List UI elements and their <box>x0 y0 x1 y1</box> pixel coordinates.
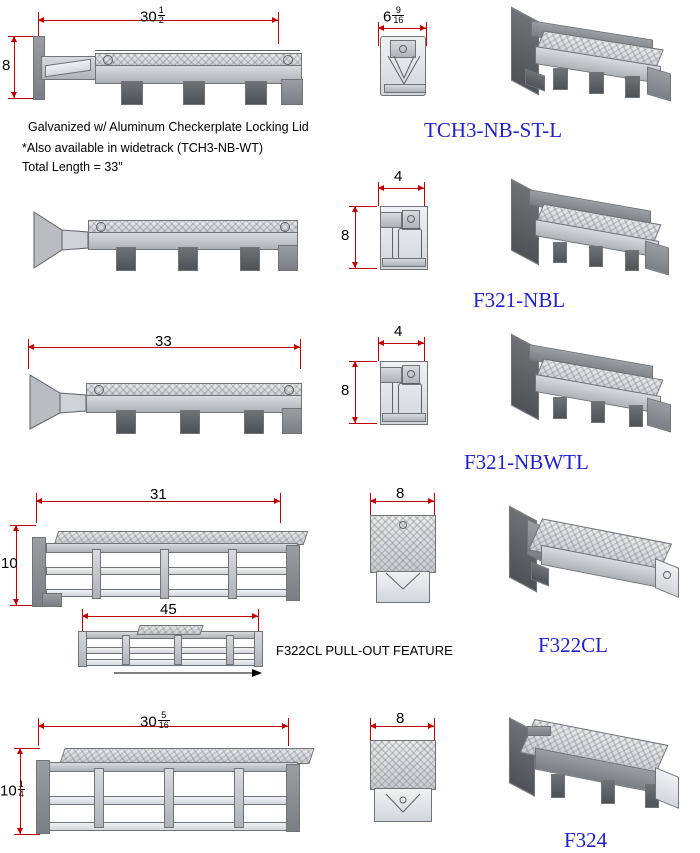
bottom-rail <box>46 589 298 597</box>
pullout-direction-arrow <box>114 667 264 679</box>
dim-whole: 30 <box>140 8 157 26</box>
trough-end-cap <box>281 79 303 105</box>
trough-divider <box>245 81 267 105</box>
dim-text-30-5-16: 30 $\frac{5}{16}$ <box>140 710 169 731</box>
iso-view-f322cl <box>505 509 680 619</box>
end-cap-iso <box>647 398 671 433</box>
row-f321-nbl <box>0 170 700 320</box>
end-bottom-rail <box>382 258 426 267</box>
dim-text-31: 31 <box>150 486 167 503</box>
dim-text-8c: 8 <box>341 382 350 399</box>
note-galvanized: Galvanized w/ Aluminum Checkerplate Locking Lid <box>28 120 309 134</box>
row-f321-nbwtl <box>0 325 700 485</box>
dim-text-8: 8 <box>2 57 11 74</box>
end-loop <box>398 383 422 415</box>
left-post <box>36 760 50 834</box>
end-checkerplate <box>370 740 436 790</box>
latch-hole <box>283 55 293 65</box>
dim-ext-line <box>378 337 379 361</box>
part-number-2: F321-NBL <box>473 288 566 312</box>
dim-text-8d: 8 <box>396 485 405 502</box>
dim-ext-line <box>424 182 425 206</box>
hinge-iso <box>527 726 551 736</box>
divider-iso <box>553 242 567 263</box>
dim-ext-line <box>38 718 39 746</box>
trough-divider <box>180 410 200 434</box>
bolt-hole <box>399 521 407 529</box>
end-view-lines <box>386 54 422 88</box>
divider-iso <box>589 72 604 94</box>
dim-line-8 <box>14 36 15 98</box>
note-total-length: Total Length = 33" <box>22 160 123 174</box>
edge-line <box>392 383 393 413</box>
side-view-f321wt <box>28 365 303 440</box>
dim-ext-line <box>349 206 377 207</box>
iso-view-f321 <box>505 184 675 284</box>
trough-divider <box>121 81 143 105</box>
bolt-hole <box>407 215 415 223</box>
dim-line-6-9-16 <box>378 28 426 29</box>
side-view-f321 <box>32 202 294 277</box>
end-flange-left <box>380 212 402 228</box>
divider-iso <box>553 397 567 419</box>
pullout-left-post <box>78 631 87 667</box>
end-post <box>286 545 300 601</box>
edge-line <box>95 50 300 51</box>
edge-line <box>392 228 393 258</box>
latch-hole <box>96 222 106 232</box>
end-bottom-rail <box>382 413 426 422</box>
right-post <box>286 764 300 832</box>
end-view-lines <box>384 792 422 818</box>
row-f322cl <box>0 483 700 673</box>
pullout-post <box>122 635 130 665</box>
dim-ext-line <box>36 493 37 523</box>
trough-divider <box>183 81 205 105</box>
latch-hole <box>94 385 104 395</box>
dim-ext-line <box>258 609 259 633</box>
side-view-f322cl <box>32 523 290 609</box>
side-view-tch3 <box>33 36 285 100</box>
pullout-post <box>174 635 182 665</box>
end-view-lines <box>384 571 422 593</box>
dim-ext-line <box>8 98 34 99</box>
bolt-hole <box>399 45 407 53</box>
end-view-tch3 <box>378 34 430 98</box>
dim-text-8: 8 <box>341 227 350 244</box>
dim-fraction: $\frac{1}{2}$ <box>158 5 164 25</box>
trough-divider <box>178 247 198 271</box>
dim-ext-line <box>8 36 34 37</box>
end-cap-iso <box>645 241 669 276</box>
flared-bracket <box>32 210 90 270</box>
dim-text-10-1-4: 10 $\frac{1}{4}$ <box>0 779 24 800</box>
pullout-post <box>226 635 234 665</box>
dim-line-8 <box>355 206 356 268</box>
top-rail <box>46 543 298 553</box>
bolt-hole <box>407 370 415 378</box>
end-bottom-rail <box>384 84 426 93</box>
iso-view-f321wt <box>505 339 675 444</box>
dim-ext-line <box>349 423 377 424</box>
dim-text-6-9-16: 6 $\frac{9}{16}$ <box>383 5 404 26</box>
vertical-post <box>228 549 237 599</box>
bolt-hole-iso <box>663 571 671 579</box>
part-number-5: F324 <box>564 828 608 852</box>
end-loop <box>398 228 422 260</box>
end-view-f324 <box>370 740 436 830</box>
mid-rail <box>46 567 298 575</box>
latch-hole <box>284 385 294 395</box>
pullout-tray <box>136 625 203 635</box>
trough-divider <box>244 410 264 434</box>
trough-divider <box>240 247 260 271</box>
caption-pullout: F322CL PULL-OUT FEATURE <box>276 643 453 658</box>
trough-end-cap <box>282 408 302 434</box>
pullout-view-f322cl <box>78 631 268 676</box>
dim-ext-line <box>349 361 377 362</box>
end-flange-left <box>380 367 402 383</box>
dim-text-8e: 8 <box>396 710 405 727</box>
vertical-post <box>164 768 174 828</box>
dim-text-45: 45 <box>160 601 177 618</box>
vertical-post <box>234 768 244 828</box>
divider-iso <box>629 405 643 427</box>
dim-ext-line <box>378 182 379 206</box>
divider-iso <box>625 250 639 271</box>
dim-text-4b: 4 <box>394 323 403 340</box>
pullout-mid-rail <box>82 647 262 654</box>
note-widetrack: *Also available in widetrack (TCH3-NB-WT) <box>22 141 264 155</box>
pullout-bottom-rail <box>82 659 262 666</box>
leg-iso <box>601 780 615 804</box>
part-number-3: F321-NBWTL <box>464 450 589 474</box>
end-view-f322cl <box>370 515 436 607</box>
vertical-post <box>160 549 169 599</box>
end-view-f321 <box>378 204 430 270</box>
vertical-post <box>92 549 101 599</box>
dim-ext-line <box>349 268 377 269</box>
dim-text-4: 4 <box>394 168 403 185</box>
part-number-1: TCH3-NB-ST-L <box>424 118 563 142</box>
latch-hole <box>103 55 113 65</box>
iso-view-tch3 <box>505 12 675 112</box>
divider-iso <box>589 246 603 267</box>
trough-end-cap <box>278 245 298 271</box>
end-cap-iso <box>647 67 671 102</box>
dim-text-33: 33 <box>155 333 172 350</box>
divider-iso <box>553 68 568 90</box>
dim-text-10: 10 <box>1 555 18 572</box>
trough-divider <box>116 247 136 271</box>
dim-text-30-1-2 <box>140 6 165 26</box>
row-f324 <box>0 700 700 853</box>
end-view-f321wt <box>378 359 430 425</box>
base-bracket <box>42 593 62 607</box>
divider-iso <box>591 401 605 423</box>
dim-ext-line <box>424 337 425 361</box>
dim-ext-line <box>280 493 281 523</box>
iso-view-f324 <box>505 718 683 830</box>
pullout-right-post <box>254 631 263 667</box>
dim-line-8 <box>355 361 356 423</box>
leg-iso <box>551 774 565 798</box>
part-number-4: F322CL <box>538 633 609 657</box>
flared-bracket <box>28 373 88 431</box>
row-tch3-nb-st-l <box>0 0 700 160</box>
latch-hole <box>280 222 290 232</box>
divider-iso <box>625 76 640 98</box>
side-view-f324 <box>36 746 298 838</box>
vertical-post <box>94 768 104 828</box>
dim-ext-line <box>288 718 289 746</box>
trough-divider <box>116 410 136 434</box>
dim-ext-line <box>82 609 83 633</box>
